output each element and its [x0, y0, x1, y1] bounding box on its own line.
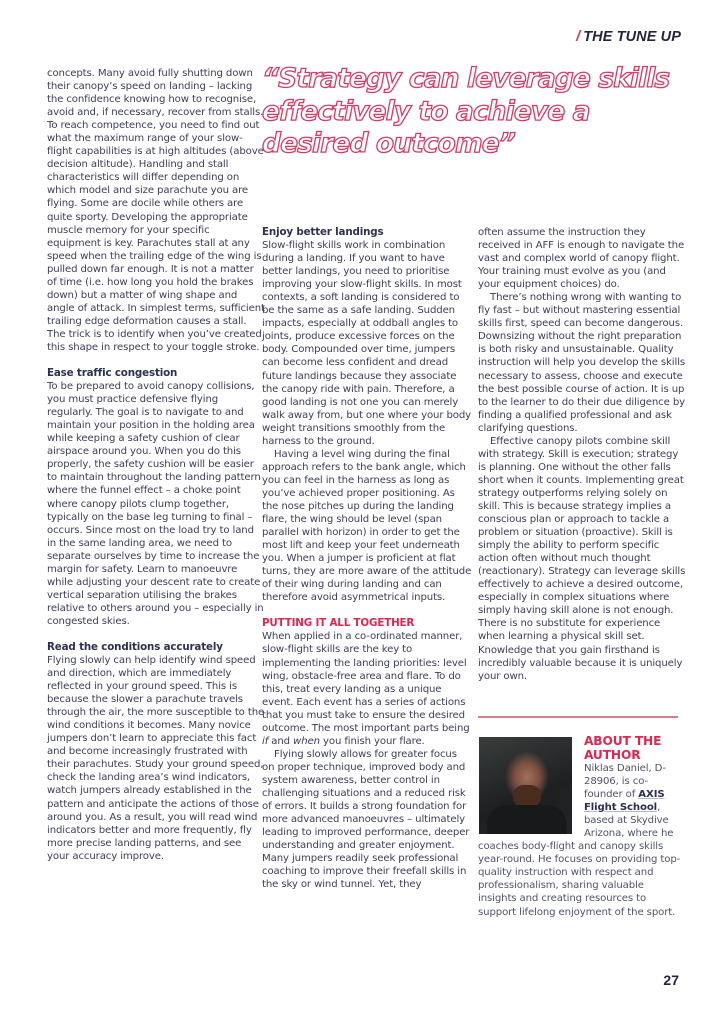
author-bio: Niklas Daniel, D-28906, is co-founder of	[584, 763, 666, 801]
paragraph: concepts. Many avoid fully shutting down their canopy’s speed on landing – lacking the confidence knowing how to recognise, avoid and, if necessary, recover from stalls. To reach competence, you need to find out what the maximum range of your slow-flight capabilities is at high altitudes (above decision altitude). Handling and stall characteristics will differ depending on which model and size parachute you are flying. Some are docile while others are quite sporty. Developing the appropriate muscle memory for your specific equipment is key. Parachutes stall at any speed when the trailing edge of the wing is pulled down far enough. It is not a matter of time (i.e. how long you hold the brakes down) but a matter of wing shape and angle of attack. In simplest terms, sufficient trailing edge deformation causes a stall. The trick is to identify when you’ve created this shape in respect to your toggle stroke.	[47, 68, 265, 353]
paragraph: To be prepared to avoid canopy collisions, you must practice defensive flying regularly. The goal is to navigate to and maintain your position in the holding area while keeping a safety cushion of clear airspace around you. When you do this properly, the safety cushion will be easier to maintain throughout the landing pattern where the funnel effect – a choke point where canopy pilots clump together, typically on the base leg turning to final – occurs. Since most on the load try to land in the same landing area, we need to separate ourselves by time to increase the margin for safety. Learn to manoeuvre while adjusting your descent rate to create vertical separation utilising the brakes relative to others around you – especially in congested skies.	[47, 381, 264, 627]
about-author-box	[478, 735, 684, 919]
paragraph: Flying slowly allows for greater focus on proper technique, improved body and system awareness, better control in challenging situations and a reduced risk of errors. It builds a strong foundation for more advanced manoeuvres – ultimately leading to improved performance, deeper understanding and greater enjoyment. Many jumpers readily seek professional coaching to improve their freefall skills in the sky or wind tunnel. Yet, they	[262, 748, 470, 891]
section-title: THE TUNE UP	[583, 29, 681, 45]
photo-detail	[487, 805, 567, 834]
subheading-traffic: Ease traffic congestion	[47, 367, 178, 380]
pull-quote: “Strategy can leverage skills effectively to achieve a desired outcome”	[262, 63, 670, 159]
paragraph: often assume the instruction they received in AFF is enough to navigate the vast and complex world of canopy flight. Your training must evolve as you (and your equipment choices) do.	[478, 227, 685, 291]
emphasis: if	[262, 735, 269, 747]
paragraph: Having a level wing during the final approach refers to the bank angle, which you can feel in the harness as long as you’ve achieved proper positioning. As the nose pitches up during the landing flare, the wing should be level (span parallel with horizon) in order to get the most lift and keep your feet underneath you. When a jumper is proficient at flat turns, they are more aware of the attitude of their wing during landing and can therefore avoid asymmetrical inputs.	[262, 448, 472, 604]
axis-flight-school-link[interactable]: AXIS Flight School	[584, 789, 665, 814]
paragraph: Slow-flight skills work in combination during a landing. If you want to have better landings, you need to prioritise improving your slow-flight skills. In most contexts, a soft landing is considered to be the same as a safe landing. Sudden impacts, especially at oddball angles to joints, produce excessive forces on the body. Compounded over time, jumpers can become less confident and dread future landings because they associate the canopy ride with pain. Therefore, a good landing is not one you can merely walk away from, but one where your body weight transitions smoothly from the harness to the ground.	[262, 240, 472, 447]
divider	[478, 716, 678, 718]
column-3	[478, 226, 688, 683]
about-author-heading: ABOUT THE AUTHOR	[584, 734, 662, 762]
text-run: When applied in a co-ordinated manner, slow-flight skills are the key to implementing the landing priorities: level wing, obstacle-free area and flare. To do this, treat every landing as a unique event. Each event has a series of actions that you must take to ensure the desired outcome. The most important parts being	[262, 631, 470, 734]
header-slash: /	[576, 29, 581, 45]
section-header	[576, 29, 681, 45]
column-2	[262, 226, 472, 891]
author-bio: , based at Skydive Arizona, where he coaches body-flight and canopy skills year-round. He focuses on providing top-quality instruction with respect and professionalism, sharing valuable insights and creating resources to support lifelong enjoyment of the sport.	[478, 802, 681, 918]
text-run: you finish your flare.	[319, 735, 425, 747]
text-run: and	[268, 735, 294, 747]
subheading-conditions: Read the conditions accurately	[47, 640, 223, 653]
column-1	[47, 67, 265, 863]
paragraph: There’s nothing wrong with wanting to fly fast – but without mastering essential skills first, speed can become dangerous. Downsizing without the right preparation is both risky and unsustainable. Quality instruction will help you develop the skills necessary to assess, choose and execute the best possible course of action. It is up to the learner to do their due diligence by finding a qualified professional and ask clarifying questions.	[478, 292, 686, 434]
paragraph: Flying slowly can help identify wind speed and direction, which are immediately reflected in your ground speed. This is because the slower a parachute travels through the air, the more susceptible to the wind conditions it becomes. Many novice jumpers don’t learn to appreciate this fact and become increasingly frustrated with their parachutes. Study your ground speed, check the landing area’s wind indicators, watch jumpers already established in the pattern and anticipate the actions of those around you. As a result, you will read wind indicators better and more frequently, fly more precise landing patterns, and see your accuracy improve.	[47, 655, 265, 862]
author-photo	[479, 737, 572, 834]
paragraph: Effective canopy pilots combine skill with strategy. Skill is execution; strategy is planning. One without the other falls short when it counts. Implementing great strategy outperforms relying solely on skill. This is because strategy implies a conscious plan or approach to tackle a problem or situation (proactive). Skill is simply the ability to perform specific action often without much thought (reactionary). Strategy can leverage skills effectively to achieve a desired outcome, especially in complex situations where simply having skill alone is not enough. There is no substitute for experience when learning a physical skill set. Knowledge that you gain firsthand is incredibly valuable because it is uniquely your own.	[478, 435, 686, 682]
paragraph	[262, 630, 472, 747]
page-number: 27	[663, 972, 679, 988]
emphasis: when	[293, 735, 320, 747]
subheading-together: PUTTING IT ALL TOGETHER	[262, 617, 415, 630]
subheading-landings: Enjoy better landings	[262, 226, 384, 238]
